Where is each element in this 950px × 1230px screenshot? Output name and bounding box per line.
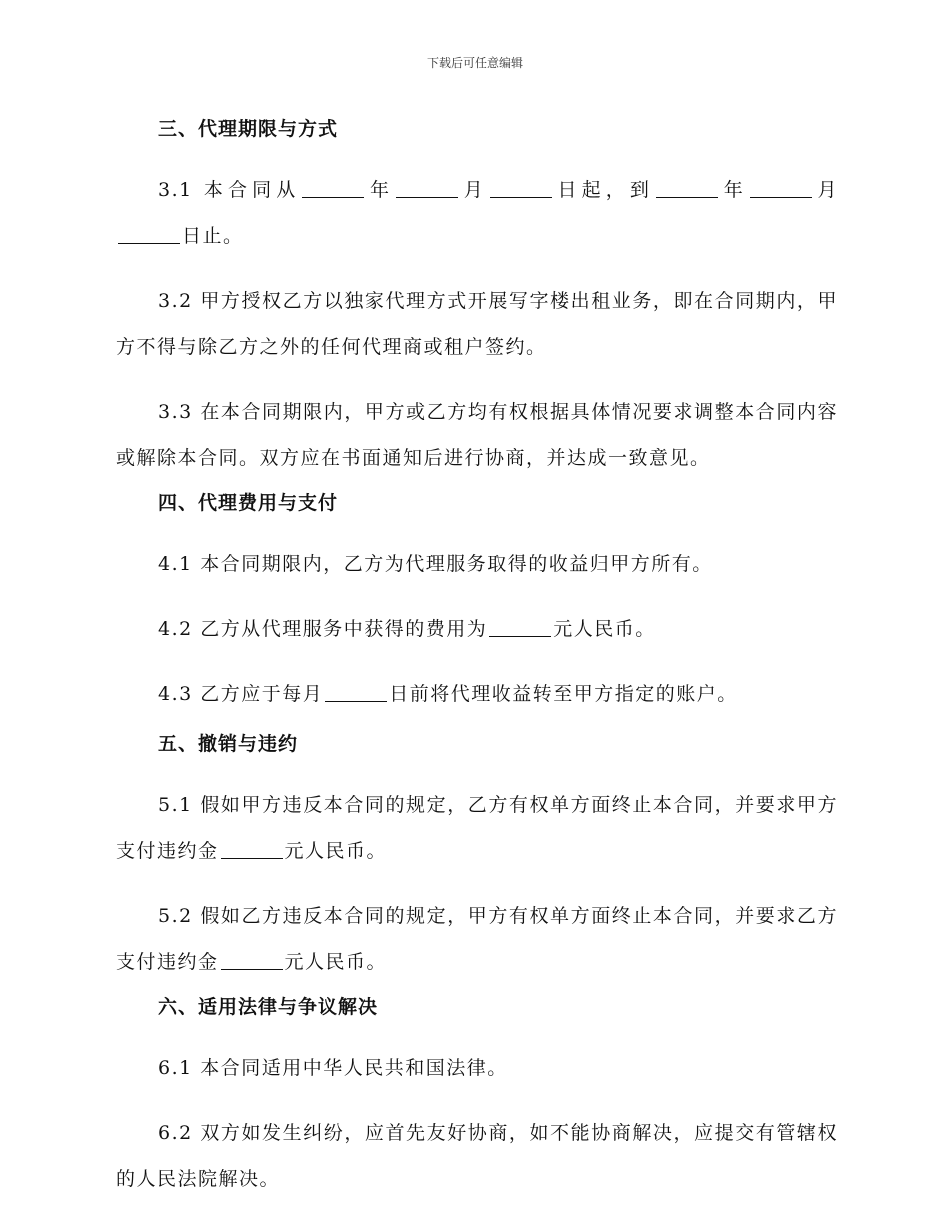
- clause-6-2: 6.2 双方如发生纠纷，应首先友好协商，如不能协商解决，应提交有管辖权的人民法院解决。: [116, 1122, 838, 1190]
- fill-in-blank: [221, 951, 283, 970]
- fill-in-blank: [656, 179, 718, 198]
- fill-in-blank: [118, 225, 180, 244]
- fill-in-blank: [489, 618, 551, 637]
- section-heading: 五、撤销与违约: [158, 733, 299, 755]
- clause-4-3: 4.3 乙方应于每月 日前将代理收益转至甲方指定的账户。: [158, 683, 738, 705]
- fill-in-blank: [221, 840, 283, 859]
- clause-3-1: 3.1 本合同从 年 月 日起，到 年 月日止。: [116, 167, 838, 259]
- section-heading: 三、代理期限与方式: [158, 118, 339, 140]
- fill-in-blank: [490, 179, 552, 198]
- clause-6-1: 6.1 本合同适用中华人民共和国法律。: [158, 1057, 508, 1079]
- page-header: 下载后可任意编辑: [426, 56, 523, 70]
- clause-4-2: 4.2 乙方从代理服务中获得的费用为 元人民币。: [158, 618, 656, 640]
- clause-5-2: 5.2 假如乙方违反本合同的规定，甲方有权单方面终止本合同，并要求乙方支付违约金 元人民币。: [116, 905, 838, 973]
- clause-3-3: 3.3 在本合同期限内，甲方或乙方均有权根据具体情况要求调整本合同内容或解除本合同。双方应在书面通知后进行协商，并达成一致意见。: [116, 401, 838, 469]
- clause-5-1: 5.1 假如甲方违反本合同的规定，乙方有权单方面终止本合同，并要求甲方支付违约金 元人民币。: [116, 794, 838, 862]
- fill-in-blank: [396, 179, 458, 198]
- clause-3-2: 3.2 甲方授权乙方以独家代理方式开展写字楼出租业务，即在合同期内，甲方不得与除乙方之外的任何代理商或租户签约。: [116, 290, 838, 358]
- fill-in-blank: [325, 683, 387, 702]
- clause-4-1: 4.1 本合同期限内，乙方为代理服务取得的收益归甲方所有。: [158, 553, 713, 575]
- section-heading: 六、适用法律与争议解决: [158, 996, 379, 1018]
- section-heading: 四、代理费用与支付: [158, 492, 339, 514]
- fill-in-blank: [750, 179, 812, 198]
- document-body: [116, 110, 838, 1205]
- fill-in-blank: [302, 179, 364, 198]
